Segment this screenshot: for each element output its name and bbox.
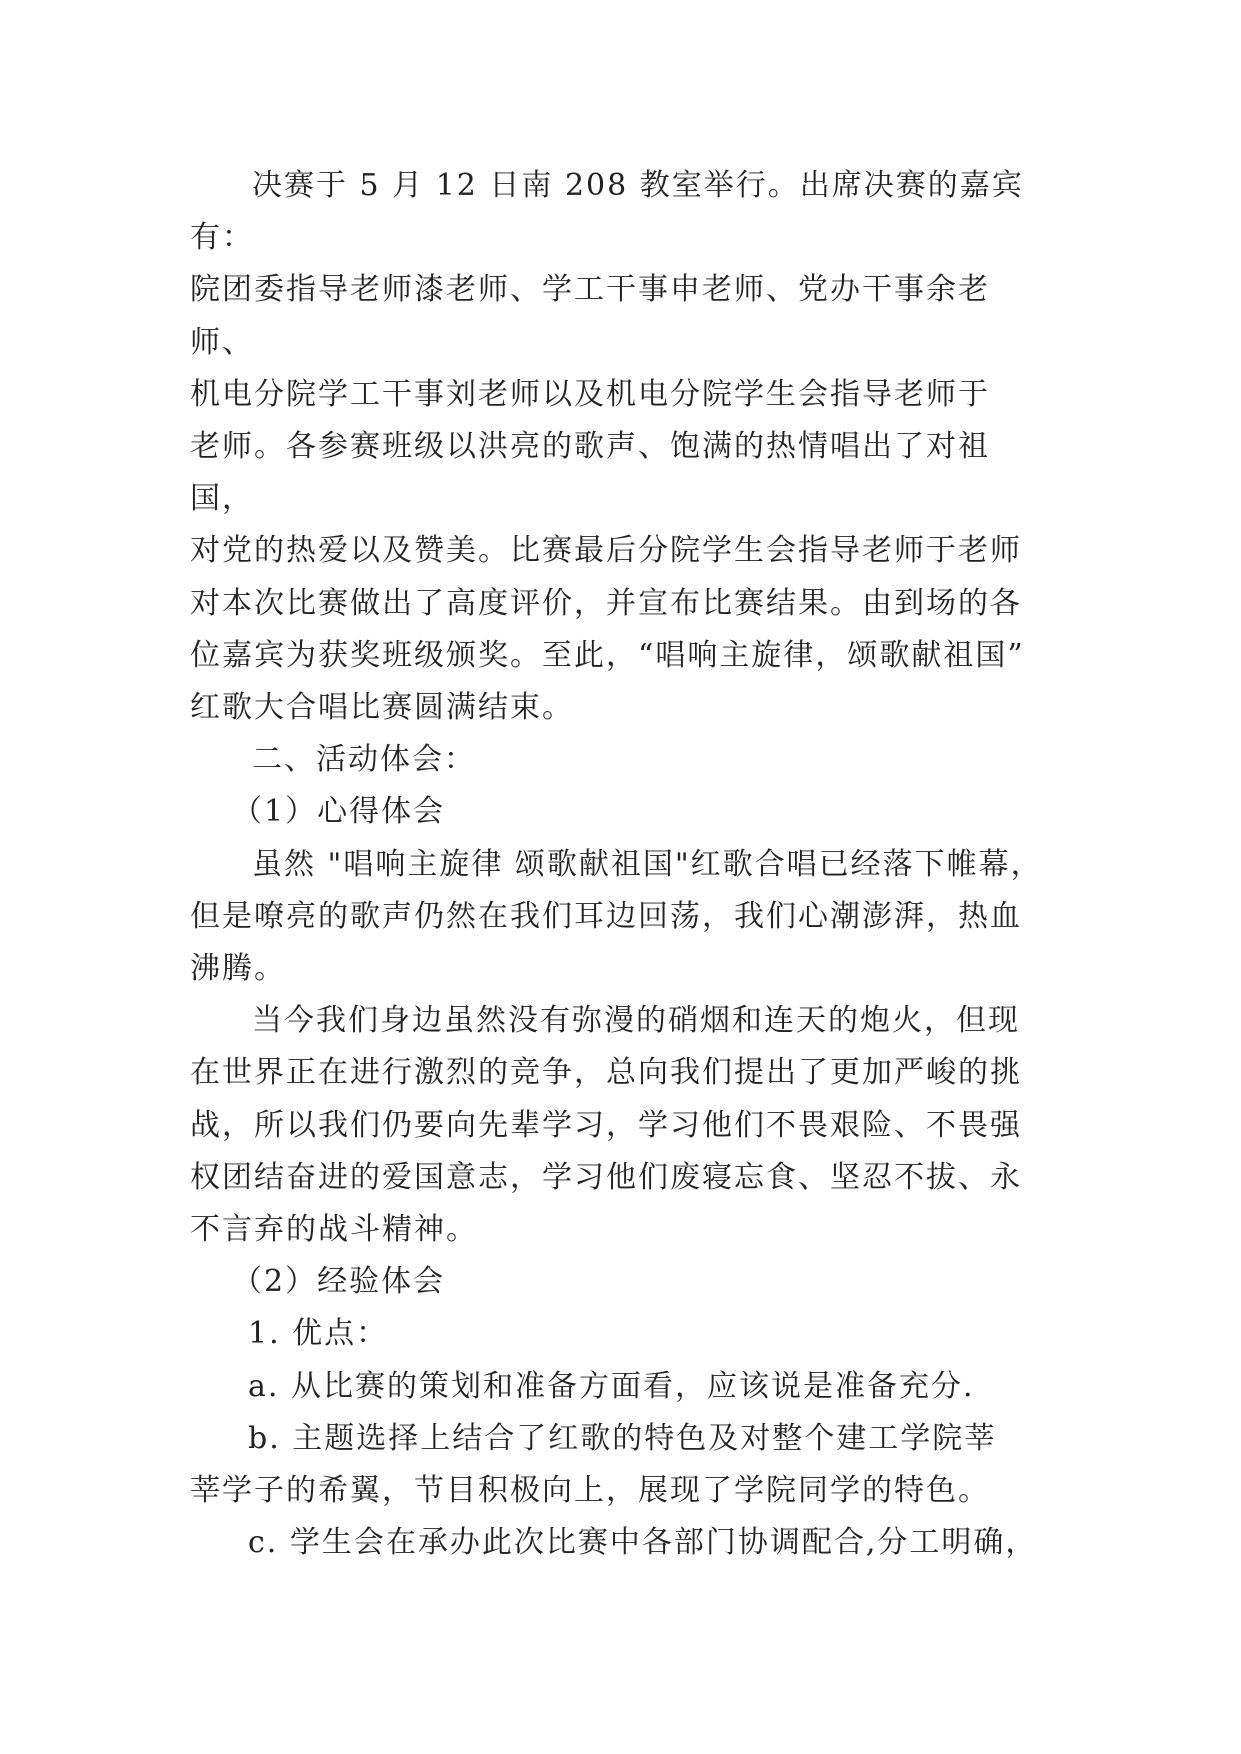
text-line: （2）经验体会	[232, 1264, 446, 1300]
text-line: 1. 优点：	[248, 1316, 389, 1352]
text-line: 机电分院学工干事刘老师以及机电分院学生会指导老师于	[190, 376, 990, 412]
text-line: （1）心得体会	[232, 794, 446, 830]
text-line: b. 主题选择上结合了红歌的特色及对整个建工学院莘	[248, 1420, 997, 1456]
text-line: 当今我们身边虽然没有弥漫的硝烟和连天的炮火，但现	[252, 1003, 1020, 1039]
list-item	[190, 1517, 1050, 1569]
text-line: 对党的热爱以及赞美。比赛最后分院学生会指导老师于老师	[190, 533, 1022, 569]
paragraph-final-event	[190, 160, 1050, 734]
list-item	[190, 1361, 1050, 1413]
body-text	[190, 160, 1050, 1569]
text-line: 战，所以我们仍要向先辈学习，学习他们不畏艰险、不畏强	[190, 1107, 1022, 1143]
text-line: a. 从比赛的策划和准备方面看，应该说是准备充分.	[248, 1368, 975, 1404]
section-heading	[190, 734, 1050, 786]
text-line: 位嘉宾为获奖班级颁奖。至此，“唱响主旋律，颂歌献祖国”	[190, 637, 1025, 673]
paragraph-reflection	[190, 839, 1050, 996]
text-line: 在世界正在进行激烈的竞争，总向我们提出了更加严峻的挑	[190, 1055, 1022, 1091]
text-line: 莘学子的希翼，节目积极向上，展现了学院同学的特色。	[190, 1473, 990, 1509]
list-item	[190, 1413, 1050, 1517]
text-line: 但是嘹亮的歌声仍然在我们耳边回荡，我们心潮澎湃，热血	[190, 898, 1022, 934]
text-line: 对本次比赛做出了高度评价，并宣布比赛结果。由到场的各	[190, 585, 1022, 621]
text-line: 沸腾。	[190, 951, 286, 987]
subsection-heading	[190, 786, 1050, 838]
text-line: 老师。各参赛班级以洪亮的歌声、饱满的热情唱出了对祖国，	[190, 429, 990, 517]
text-line: 虽然 "唱响主旋律 颂歌献祖国"红歌合唱已经落下帷幕，	[252, 846, 1043, 882]
text-line: 院团委指导老师漆老师、学工干事申老师、党办干事余老师、	[190, 272, 990, 360]
list-heading	[190, 1308, 1050, 1360]
text-line: 权团结奋进的爱国意志，学习他们废寝忘食、坚忍不拔、永	[190, 1159, 1022, 1195]
text-line: c. 学生会在承办此次比赛中各部门协调配合,分工明确，	[248, 1525, 1038, 1561]
text-line: 二、活动体会：	[252, 742, 476, 778]
text-line: 决赛于 5 月 12 日南 208 教室举行。出席决赛的嘉宾有：	[190, 168, 1024, 256]
text-line: 不言弃的战斗精神。	[190, 1212, 478, 1248]
subsection-heading	[190, 1256, 1050, 1308]
paragraph-spirit	[190, 995, 1050, 1256]
text-line: 红歌大合唱比赛圆满结束。	[190, 690, 574, 726]
